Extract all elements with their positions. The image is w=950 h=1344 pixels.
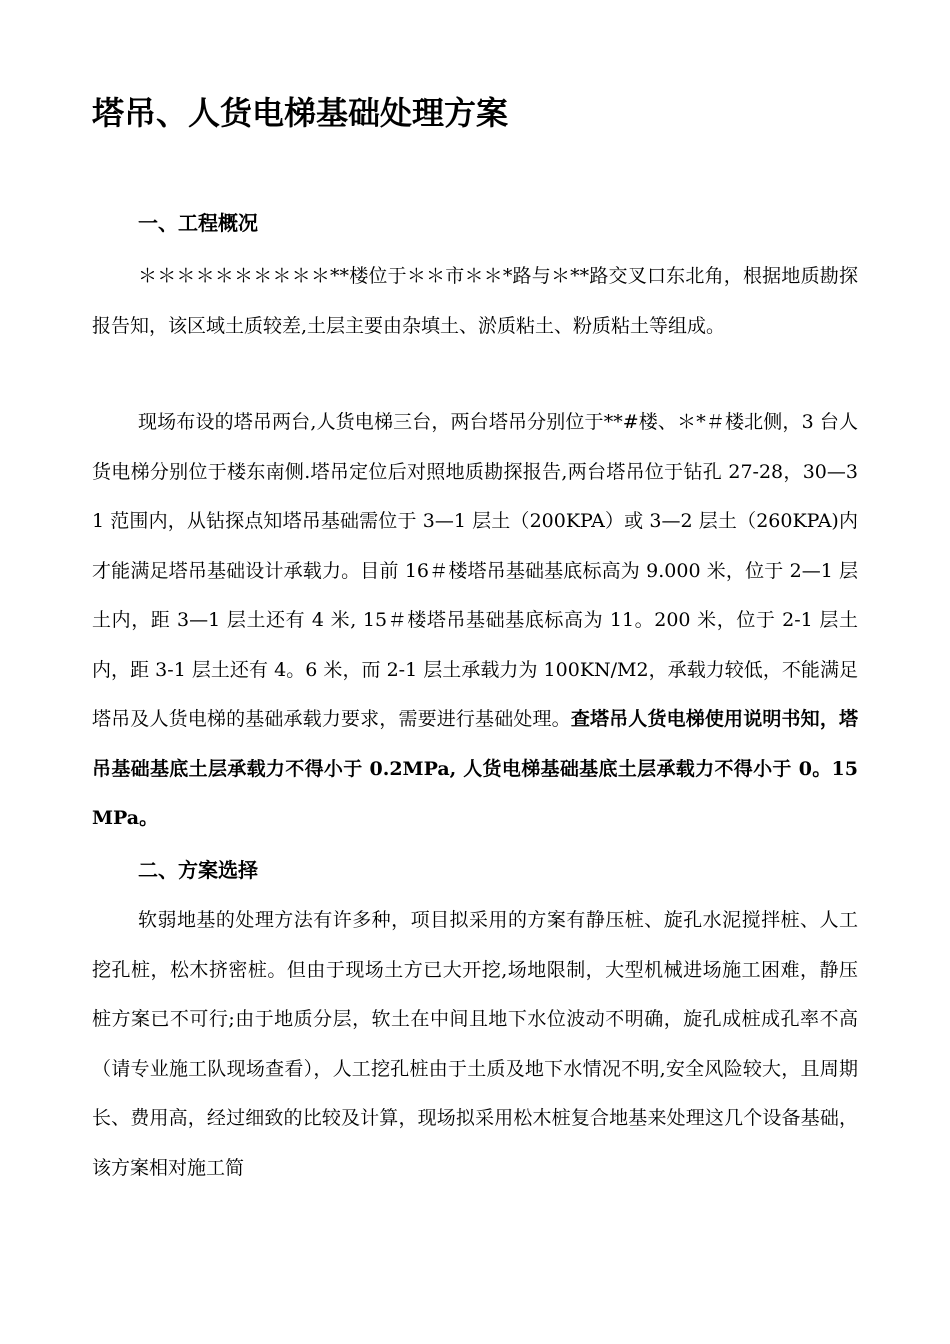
paragraph-scheme-comparison: 软弱地基的处理方法有许多种，项目拟采用的方案有静压桩、旋孔水泥搅拌桩、人工挖孔桩，松木挤密桩。但由于现场土方已大开挖,场地限制，大型机械进场施工困难，静压桩方案已不可行;由于地质分层，软土在中间且地下水位波动不明确，旋孔成桩成孔率不高（请专业施工队现场查看），人工挖孔桩由于土质及地下水情况不明,安全风险较大，且周期长、费用高，经过细致的比较及计算，现场拟采用松木桩复合地基来处理这几个设备基础，该方案相对施工简	[92, 909, 858, 1179]
paragraph-bearing-requirement-bold: 查塔吊人货电梯使用说明书知，塔吊基础基底土层承载力不得小于 0.2MPa, 人货电梯基础基底土层承载力不得小于 0。15MPa。	[92, 708, 858, 829]
paragraph-equipment-layout-text: 现场布设的塔吊两台,人货电梯三台，两台塔吊分别位于**#楼、＊*＃楼北侧，3 台人货电梯分别位于楼东南侧.塔吊定位后对照地质勘探报告,两台塔吊位于钻孔 27-28，30—31 范围内，从钻探点知塔吊基础需位于 3—1 层土（200KPA）或 3—2 层土（260KPA)内才能满足塔吊基础设计承载力。目前 16＃楼塔吊基础基底标高为 9.000 米，位于 2—1 层土内，距 3—1 层土还有 4 米, 15＃楼塔吊基础基底标高为 11。200 米，位于 2-1 层土内，距 3-1 层土还有 4。6 米，而 2-1 层土承载力为 100KN/M2，承载力较低，不能满足塔吊及人货电梯的基础承载力要求，需要进行基础处理。	[92, 411, 858, 730]
document-title: 塔吊、人货电梯基础处理方案	[92, 94, 509, 132]
section-heading-scheme-selection: 二、方案选择	[138, 858, 258, 882]
paragraph-location-soil: ＊＊＊＊＊＊＊＊＊＊**楼位于＊＊市＊＊*路与＊**路交叉口东北角，根据地质勘探报告知，该区域土质较差,土层主要由杂填土、淤质粘土、粉质粘土等组成。	[92, 265, 858, 337]
paragraph-equipment-layout	[92, 398, 858, 844]
section-heading-project-overview: 一、工程概况	[138, 211, 258, 235]
